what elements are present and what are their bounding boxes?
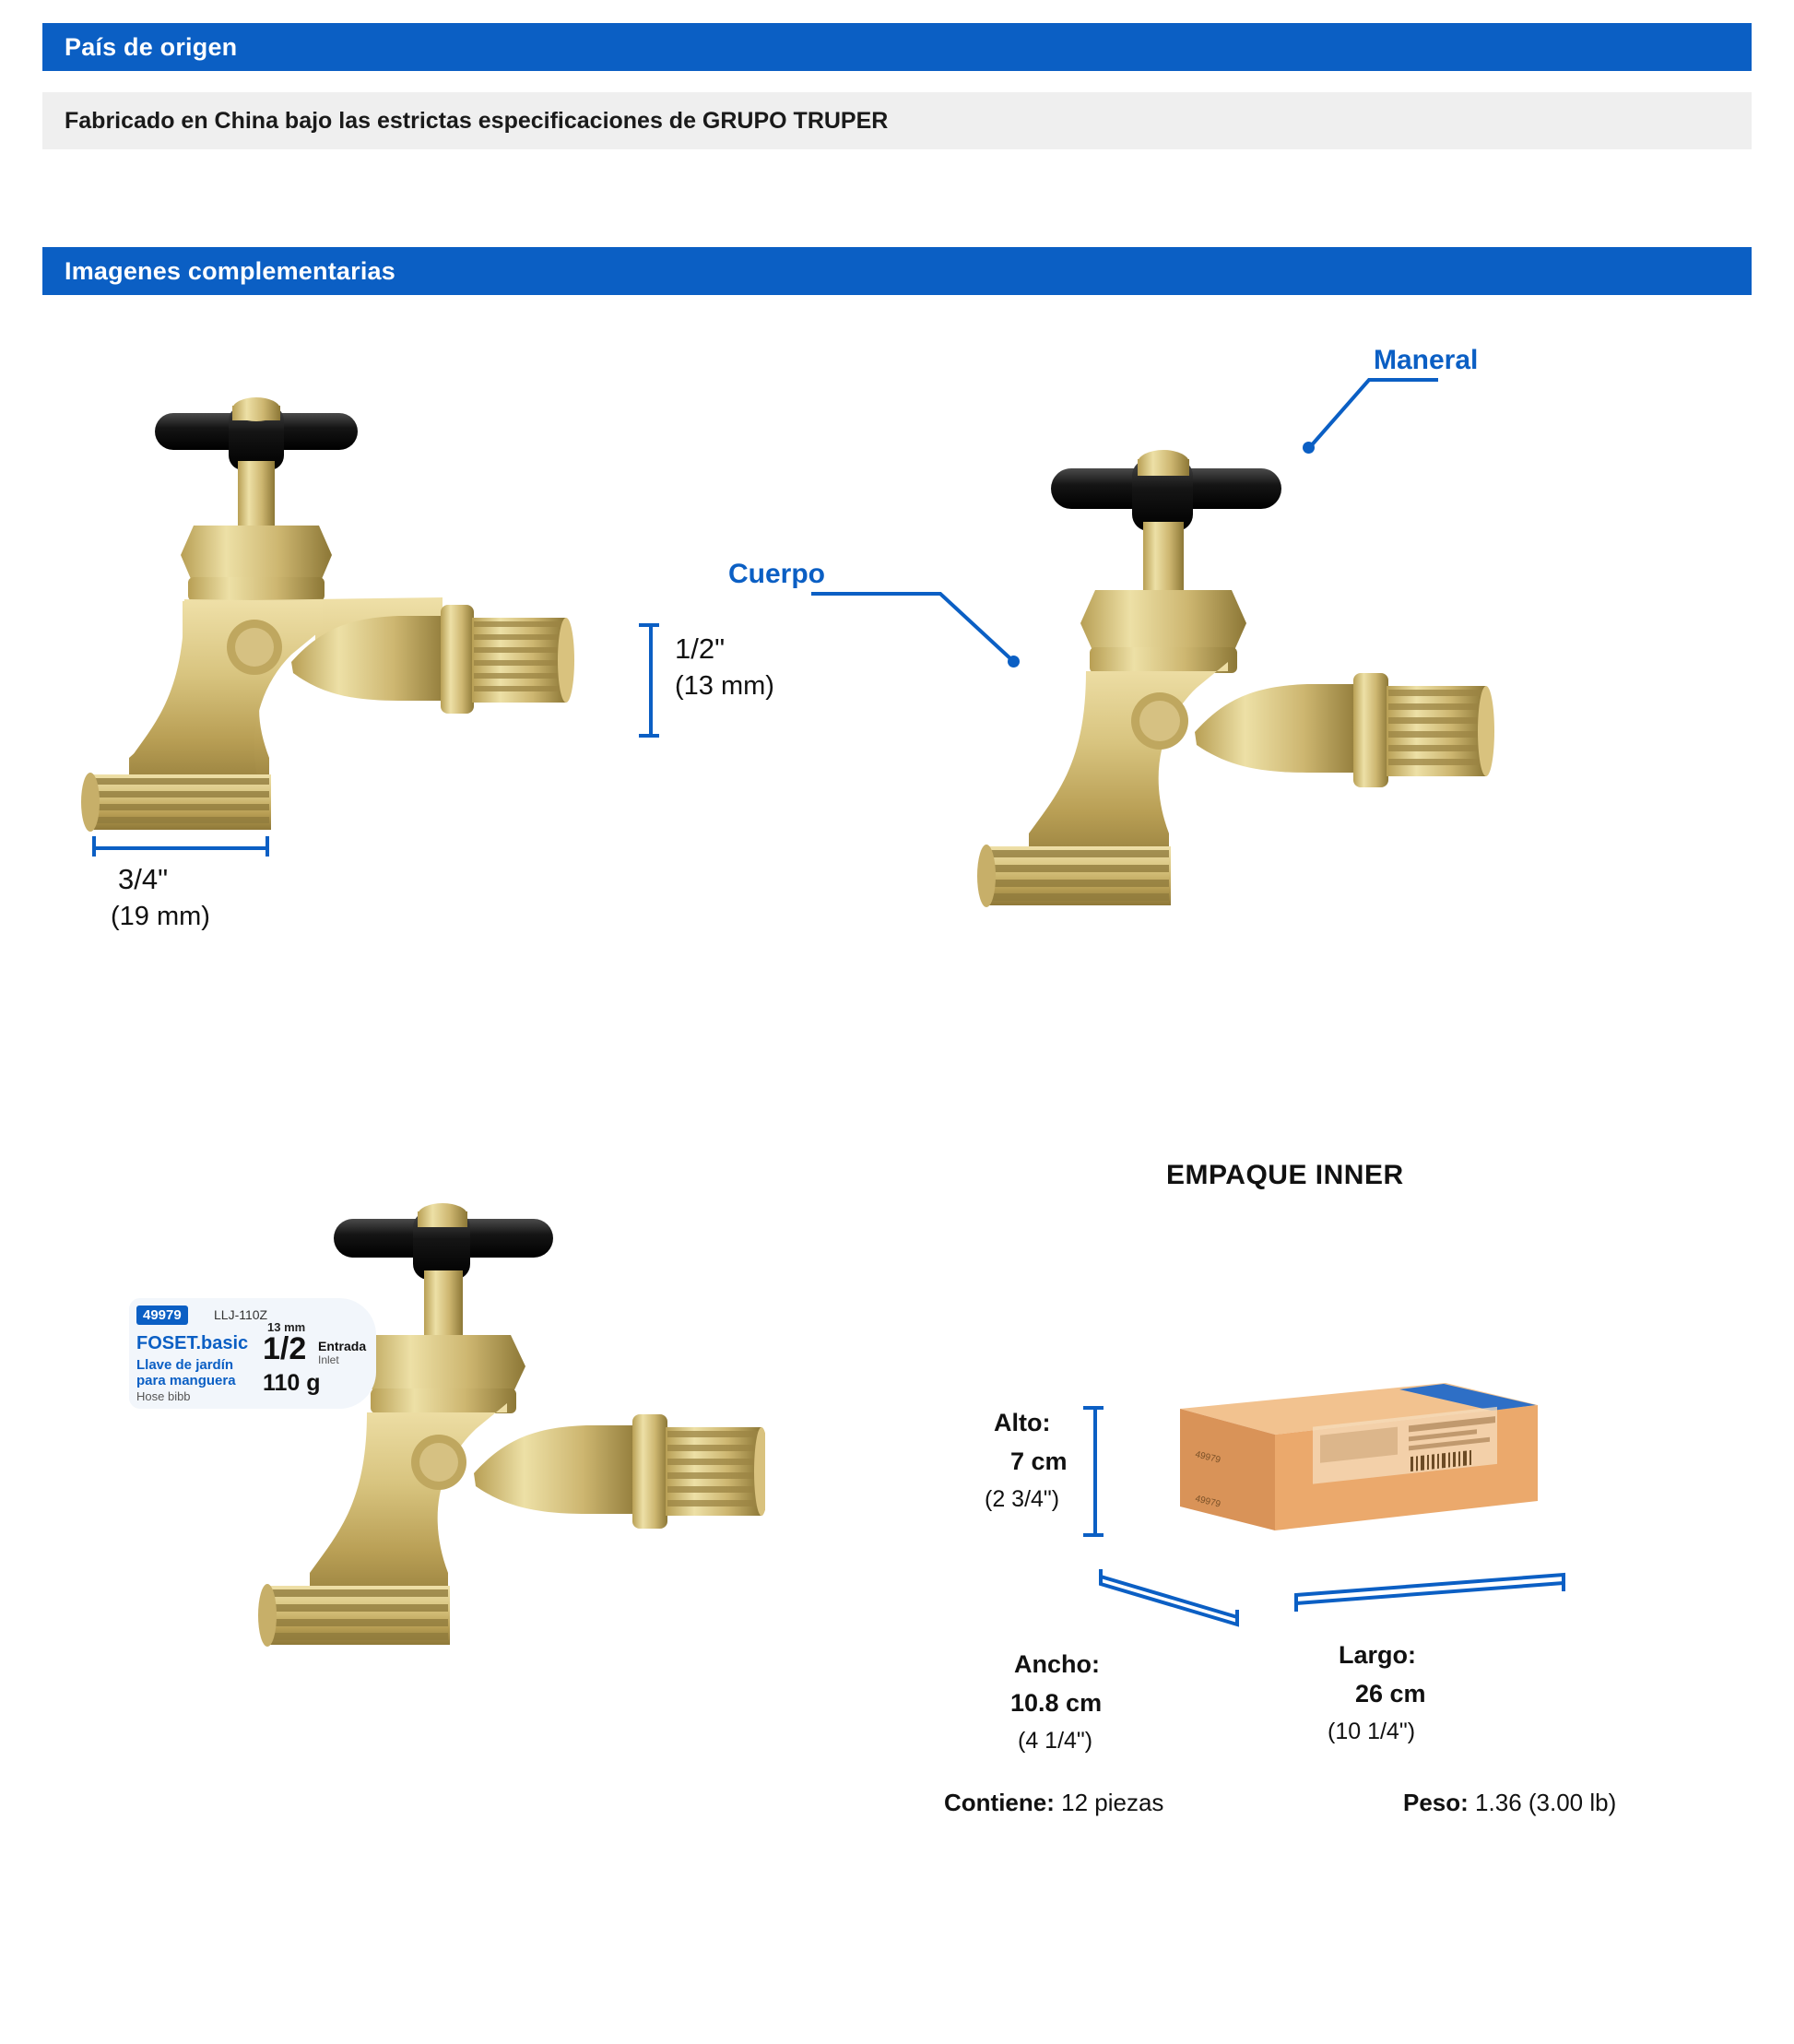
dim-cap-height-bottom [1083,1533,1104,1537]
section-title-images: Imagenes complementarias [65,256,395,285]
label-description-es [136,1357,236,1388]
weight-label: Peso: [1403,1789,1469,1816]
callout-dot-handle [1303,442,1315,454]
label-brand: FOSET.basic [136,1333,249,1353]
label-sku: 49979 [136,1306,188,1325]
dim-cap-inlet-left [92,836,96,857]
dim-line-inlet [92,846,269,850]
dim-cap-outlet-bottom [639,734,659,738]
label-inlet-es: Entrada [318,1339,367,1353]
faucet-illustration-3 [120,1199,765,1770]
contains-value: 12 piezas [1061,1789,1164,1816]
dim-height-label: Alto: [994,1409,1051,1436]
dim-outlet-inches: 1/2" [675,632,726,665]
product-label-tag [129,1298,376,1409]
label-description-en: Hose bibb [136,1389,191,1403]
dim-line-outlet [649,623,653,738]
label-description-line2: para manguera [136,1373,236,1388]
label-weight: 110 g [263,1370,321,1396]
section-header-images [42,247,1752,295]
dim-line-height [1093,1406,1097,1537]
callout-dot-body [1008,656,1020,668]
dim-width-value: 10.8 cm [1010,1689,1103,1717]
dim-cap-inlet-right [266,836,269,857]
svg-text:49979: 49979 [1194,1449,1222,1466]
label-size: 1/2 [263,1331,307,1366]
dim-inlet-mm: (19 mm) [111,902,210,931]
label-mm: 13 mm [267,1320,306,1334]
section-title-origin: País de origen [65,32,238,61]
callout-label-body: Cuerpo [728,559,825,589]
label-code: LLJ-110Z [214,1307,268,1322]
dim-length-alt: (10 1/4") [1328,1719,1416,1744]
label-description-line1: Llave de jardín [136,1357,234,1373]
dim-cap-height-top [1083,1406,1104,1410]
dim-length-label: Largo: [1339,1641,1416,1669]
origin-text: Fabricado en China bajo las estrictas especificaciones de GRUPO TRUPER [65,107,889,134]
dim-inlet-inches: 3/4" [118,863,169,895]
figure-faucet-labeled [120,1199,765,1770]
label-inlet-en: Inlet [318,1353,339,1366]
contains-label: Contiene: [944,1789,1055,1816]
callout-leader-body [784,585,1097,723]
carton-box [1123,1372,1538,1547]
packaging-box-illustration [1123,1372,1538,1547]
dim-outlet-mm: (13 mm) [675,671,774,701]
origin-text-row [42,92,1752,149]
dim-width-alt: (4 1/4") [1018,1728,1093,1754]
dim-height-alt: (2 3/4") [985,1486,1060,1512]
dim-height-value: 7 cm [1010,1447,1068,1475]
svg-text:49979: 49979 [1194,1494,1222,1510]
faucet-illustration-1 [74,396,719,968]
packaging-contains [944,1789,1163,1817]
callout-leader-handle [1171,371,1447,500]
dim-length-value: 26 cm [1355,1680,1426,1707]
callout-label-handle: Maneral [1374,345,1479,375]
dim-line-width [1095,1558,1280,1641]
dim-cap-outlet-top [639,623,659,627]
figure-faucet-dimensions [74,396,774,968]
section-header-origin [42,23,1752,71]
figure-faucet-callouts [728,345,1650,987]
dim-line-length [1287,1540,1582,1632]
dim-width-label: Ancho: [1014,1650,1100,1678]
packaging-title: EMPAQUE INNER [1166,1160,1404,1190]
packaging-weight [1403,1789,1616,1817]
weight-value: 1.36 (3.00 lb) [1475,1789,1617,1816]
